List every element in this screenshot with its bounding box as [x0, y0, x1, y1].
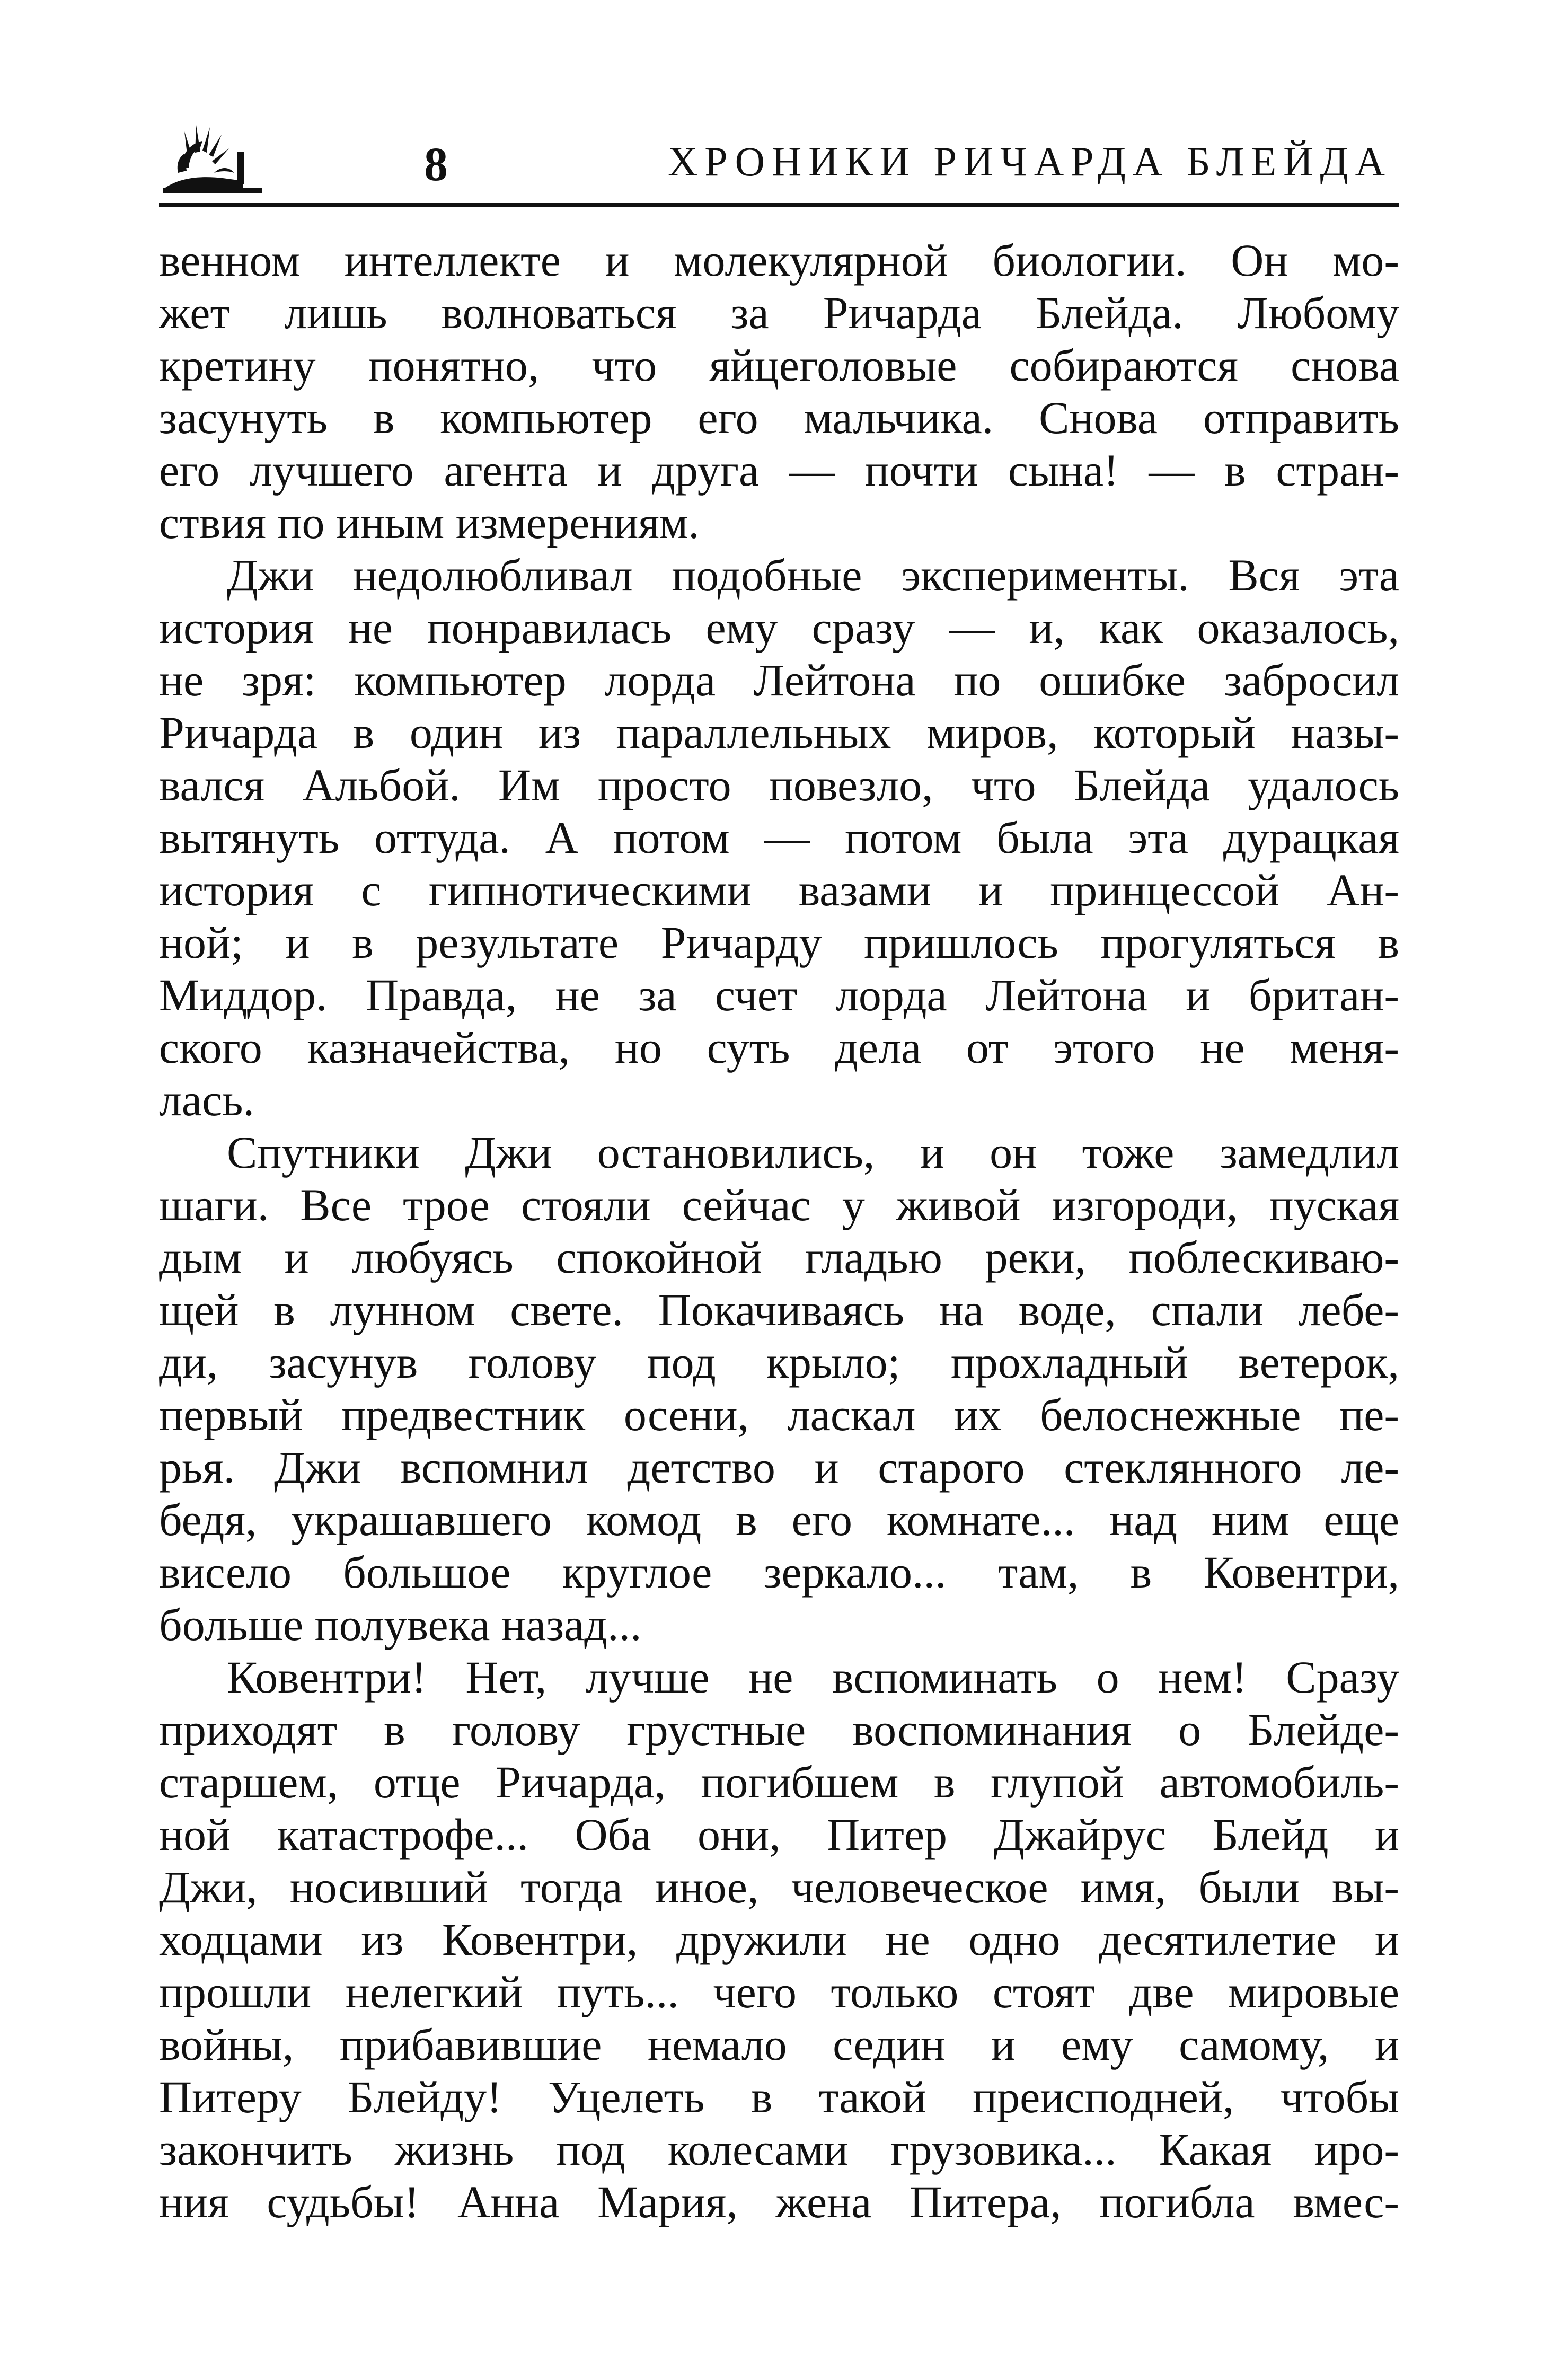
text-line: история не понравилась ему сразу — и, как оказалось,: [159, 602, 1399, 653]
text-line: ной катастрофе... Оба они, Питер Джайрус Блейд и: [159, 1809, 1399, 1860]
text-line: венном интеллекте и молекулярной биологии. Он мо-: [159, 235, 1399, 286]
paragraph-first-line: Джи недолюбливал подобные эксперименты. Вся эта: [227, 550, 1399, 601]
page-header: [159, 122, 1399, 207]
text-line: ского казначейства, но суть дела от этого не меня-: [159, 1022, 1399, 1073]
text-line: рья. Джи вспомнил детство и старого стеклянного ле-: [159, 1442, 1399, 1493]
text-line: ния судьбы! Анна Мария, жена Питера, погибла вмес-: [159, 2176, 1399, 2227]
text-line: лась.: [159, 1074, 254, 1125]
text-line: бедя, украшавшего комод в его комнате... над ним еще: [159, 1494, 1399, 1545]
paragraph-first-line: Спутники Джи остановились, и он тоже замедлил: [227, 1127, 1399, 1178]
text-line: приходят в голову грустные воспоминания о Блейде-: [159, 1704, 1399, 1755]
text-line: ди, засунув голову под крыло; прохладный ветерок,: [159, 1337, 1399, 1388]
text-line: щей в лунном свете. Покачиваясь на воде, спали лебе-: [159, 1284, 1399, 1335]
text-line: больше полувека назад...: [159, 1599, 642, 1650]
text-line: Миддор. Правда, не за счет лорда Лейтона и британ-: [159, 969, 1399, 1020]
text-line: его лучшего агента и друга — почти сына! — в стран-: [159, 445, 1399, 496]
text-line: история с гипнотическими вазами и принцессой Ан-: [159, 865, 1399, 915]
text-line: первый предвестник осени, ласкал их белоснежные пе-: [159, 1389, 1399, 1440]
text-line: прошли нелегкий путь... чего только стоят две мировые: [159, 1967, 1399, 2017]
page-number: 8: [424, 138, 448, 191]
text-line: ходцами из Ковентри, дружили не одно десятилетие и: [159, 1914, 1399, 1965]
paragraph-first-line: Ковентри! Нет, лучше не вспоминать о нем! Сразу: [227, 1652, 1399, 1703]
text-line: Ричарда в один из параллельных миров, который назы-: [159, 707, 1399, 758]
text-line: ной; и в результате Ричарду пришлось прогуляться в: [159, 917, 1399, 968]
text-line: висело большое круглое зеркало... там, в Ковентри,: [159, 1547, 1399, 1598]
running-title: ХРОНИКИ РИЧАРДА БЛЕЙДА: [667, 138, 1392, 184]
text-line: дым и любуясь спокойной гладью реки, поблескиваю-: [159, 1232, 1399, 1283]
text-line: вытянуть оттуда. А потом — потом была эта дурацкая: [159, 812, 1399, 863]
text-line: закончить жизнь под колесами грузовика... Какая иро-: [159, 2124, 1399, 2175]
book-page-text: [159, 234, 1399, 2228]
text-line: шаги. Все трое стояли сейчас у живой изгороди, пуская: [159, 1179, 1399, 1230]
text-line: ствия по иным измерениям.: [159, 497, 700, 548]
text-line: старшем, отце Ричарда, погибшем в глупой автомобиль-: [159, 1757, 1399, 1808]
text-line: войны, прибавившие немало седин и ему самому, и: [159, 2019, 1399, 2070]
publisher-logo-icon: [163, 122, 264, 200]
text-line: не зря: компьютер лорда Лейтона по ошибке забросил: [159, 655, 1399, 706]
text-line: вался Альбой. Им просто повезло, что Блейда удалось: [159, 760, 1399, 810]
text-line: Джи, носивший тогда иное, человеческое имя, были вы-: [159, 1862, 1399, 1912]
text-line: засунуть в компьютер его мальчика. Снова отправить: [159, 392, 1399, 443]
text-line: жет лишь волноваться за Ричарда Блейда. Любому: [159, 287, 1399, 338]
text-line: Питеру Блейду! Уцелеть в такой преисподней, чтобы: [159, 2072, 1399, 2122]
text-line: кретину понятно, что яйцеголовые собираются снова: [159, 340, 1399, 391]
header-divider: [159, 203, 1399, 207]
